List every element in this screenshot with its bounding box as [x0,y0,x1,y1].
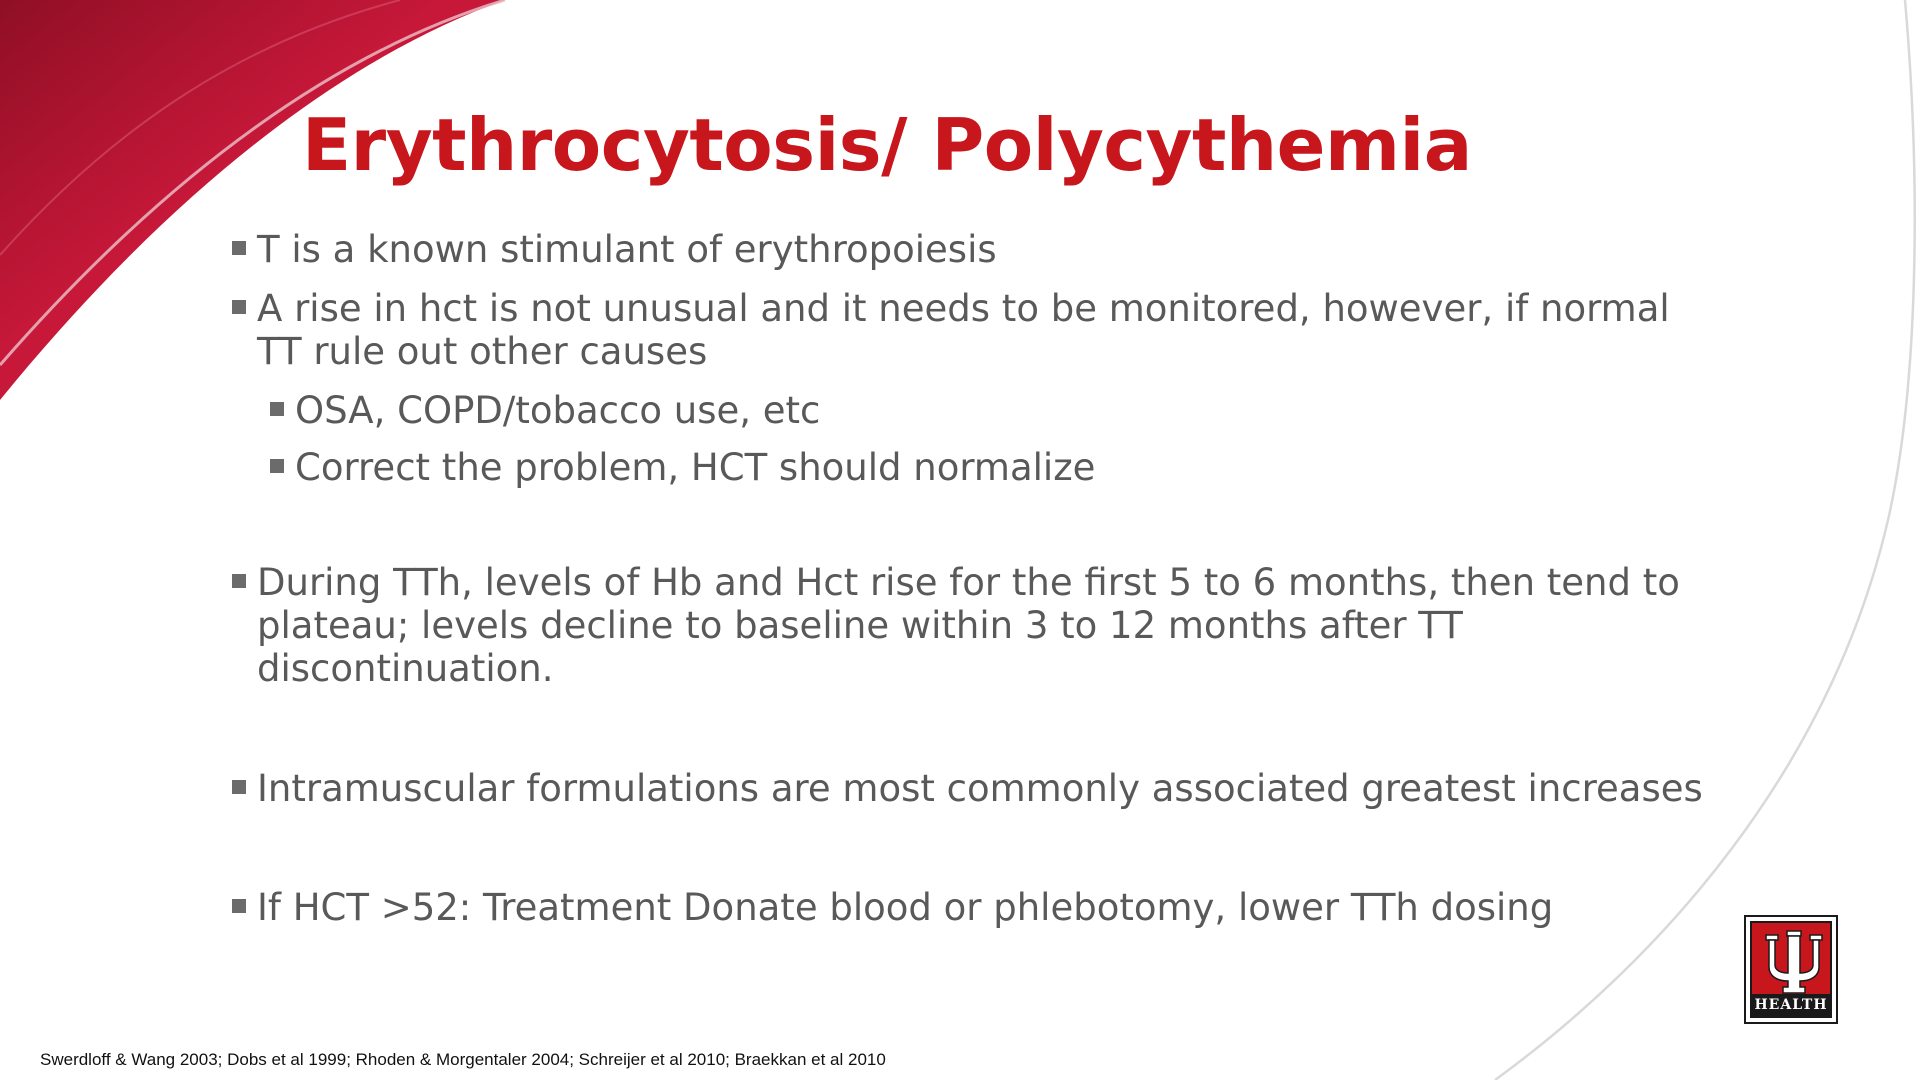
sub-bullet-item [270,446,1712,489]
iu-health-logo [1744,915,1838,1024]
bullet-text: Intramuscular formulations are most commonly associated greatest increases [257,767,1703,810]
bullet-item [232,287,1712,373]
references-footnote: Swerdloff & Wang 2003; Dobs et al 1999; Rhoden & Morgentaler 2004; Schreijer et al 2010; Braekkan et al 2010 [40,1050,886,1069]
bullet-item [232,228,1712,271]
bullet-text: OSA, COPD/tobacco use, etc [295,389,821,432]
bullet-text: Correct the problem, HCT should normalize [295,446,1096,489]
square-bullet-icon [232,780,246,794]
square-bullet-icon [232,300,246,314]
bullet-item [232,767,1712,810]
square-bullet-icon [232,241,246,255]
square-bullet-icon [270,402,284,416]
bullet-text: During TTh, levels of Hb and Hct rise for the first 5 to 6 months, then tend to plateau; levels decline to baseline within 3 to 12 months after TT discontinuation. [257,561,1680,690]
bullet-text: If HCT >52: Treatment Donate blood or phlebotomy, lower TTh dosing [257,886,1554,929]
trident-icon [1760,929,1828,997]
sub-bullet-item [270,389,1712,432]
bullet-list [232,228,1712,929]
square-bullet-icon [232,899,246,913]
bullet-text: A rise in hct is not unusual and it needs to be monitored, however, if normal TT rule out other causes [257,287,1670,373]
logo-badge [1750,921,1832,1018]
square-bullet-icon [270,459,284,473]
bullet-item [232,886,1712,929]
slide-title: Erythrocytosis/ Polycythemia [302,103,1472,187]
logo-wordmark: HEALTH [1752,994,1830,1016]
bullet-item [232,561,1712,690]
bullet-text: T is a known stimulant of erythropoiesis [257,228,997,271]
square-bullet-icon [232,574,246,588]
